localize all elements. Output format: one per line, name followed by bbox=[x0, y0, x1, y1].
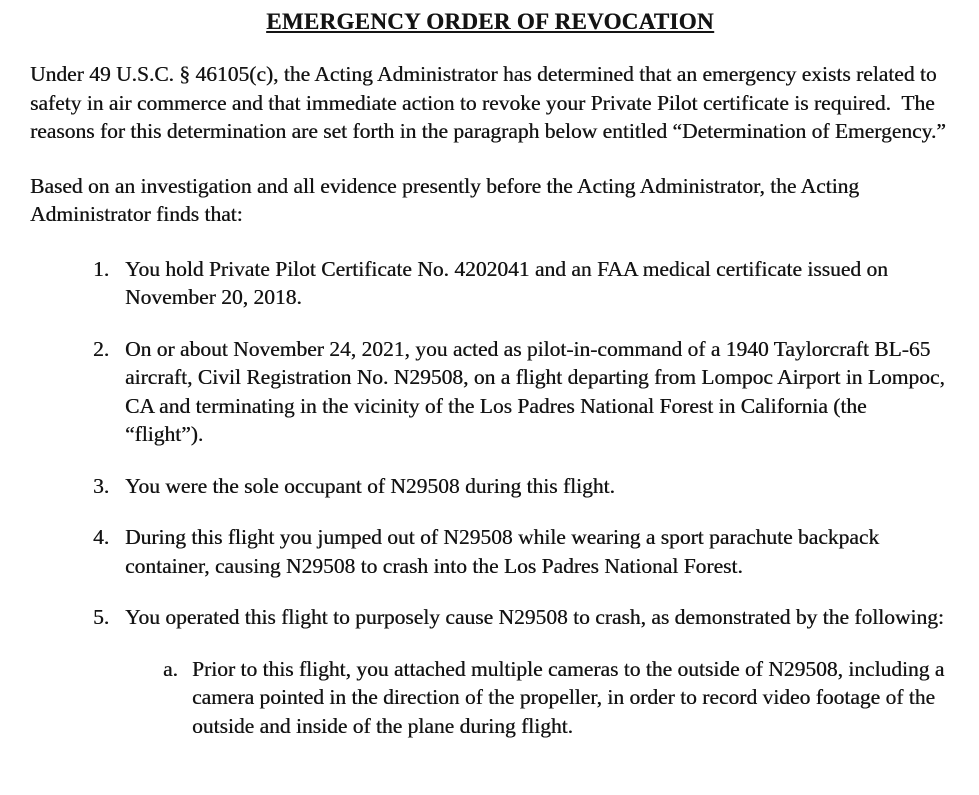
sub-finding-letter: a. bbox=[163, 656, 178, 681]
finding-text: You hold Private Pilot Certificate No. 4202041 and an FAA medical certificate issued on November 20, 2018. bbox=[125, 256, 894, 309]
finding-number: 1. bbox=[93, 256, 110, 281]
finding-number: 4. bbox=[93, 525, 110, 549]
finding-item-2 bbox=[30, 335, 950, 449]
finding-item-1 bbox=[30, 255, 950, 312]
finding-number: 3. bbox=[93, 473, 110, 498]
sub-finding-item-a bbox=[30, 655, 950, 741]
finding-item-4 bbox=[30, 523, 950, 580]
finding-item-3 bbox=[30, 472, 950, 501]
finding-text: You operated this flight to purposely cause N29508 to crash, as demonstrated by the following: bbox=[125, 605, 944, 629]
finding-item-5 bbox=[30, 603, 950, 632]
intro-paragraph: Under 49 U.S.C. § 46105(c), the Acting Administrator has determined that an emergency exists related to safety in air commerce and that immediate action to revoke your Private Pilot certificate is required. The reasons for this determination are set forth in the paragraph below entitled “Determination of Emergency.” bbox=[30, 62, 946, 143]
finding-text: You were the sole occupant of N29508 during this flight. bbox=[125, 473, 615, 498]
finding-number: 2. bbox=[93, 336, 110, 361]
finding-text: On or about November 24, 2021, you acted as pilot-in-command of a 1940 Taylorcraft BL-65 aircraft, Civil Registration No. N29508, on a flight departing from Lompoc Airport in Lompoc, CA and terminating in the vicinity of the Los Padres National Forest in California (the “flight”). bbox=[125, 336, 951, 446]
findings-lead-paragraph: Based on an investigation and all evidence presently before the Acting Administrator, the Acting Administrator finds that: bbox=[30, 173, 864, 226]
sub-finding-text: Prior to this flight, you attached multiple cameras to the outside of N29508, including a camera pointed in the direction of the propeller, in order to record video footage of the outside and inside of the plane during flight. bbox=[192, 656, 950, 738]
finding-number: 5. bbox=[93, 605, 110, 629]
finding-text: During this flight you jumped out of N29508 while wearing a sport parachute backpack container, causing N29508 to crash into the Los Padres National Forest. bbox=[125, 525, 885, 578]
document-title: EMERGENCY ORDER OF REVOCATION bbox=[266, 9, 714, 34]
